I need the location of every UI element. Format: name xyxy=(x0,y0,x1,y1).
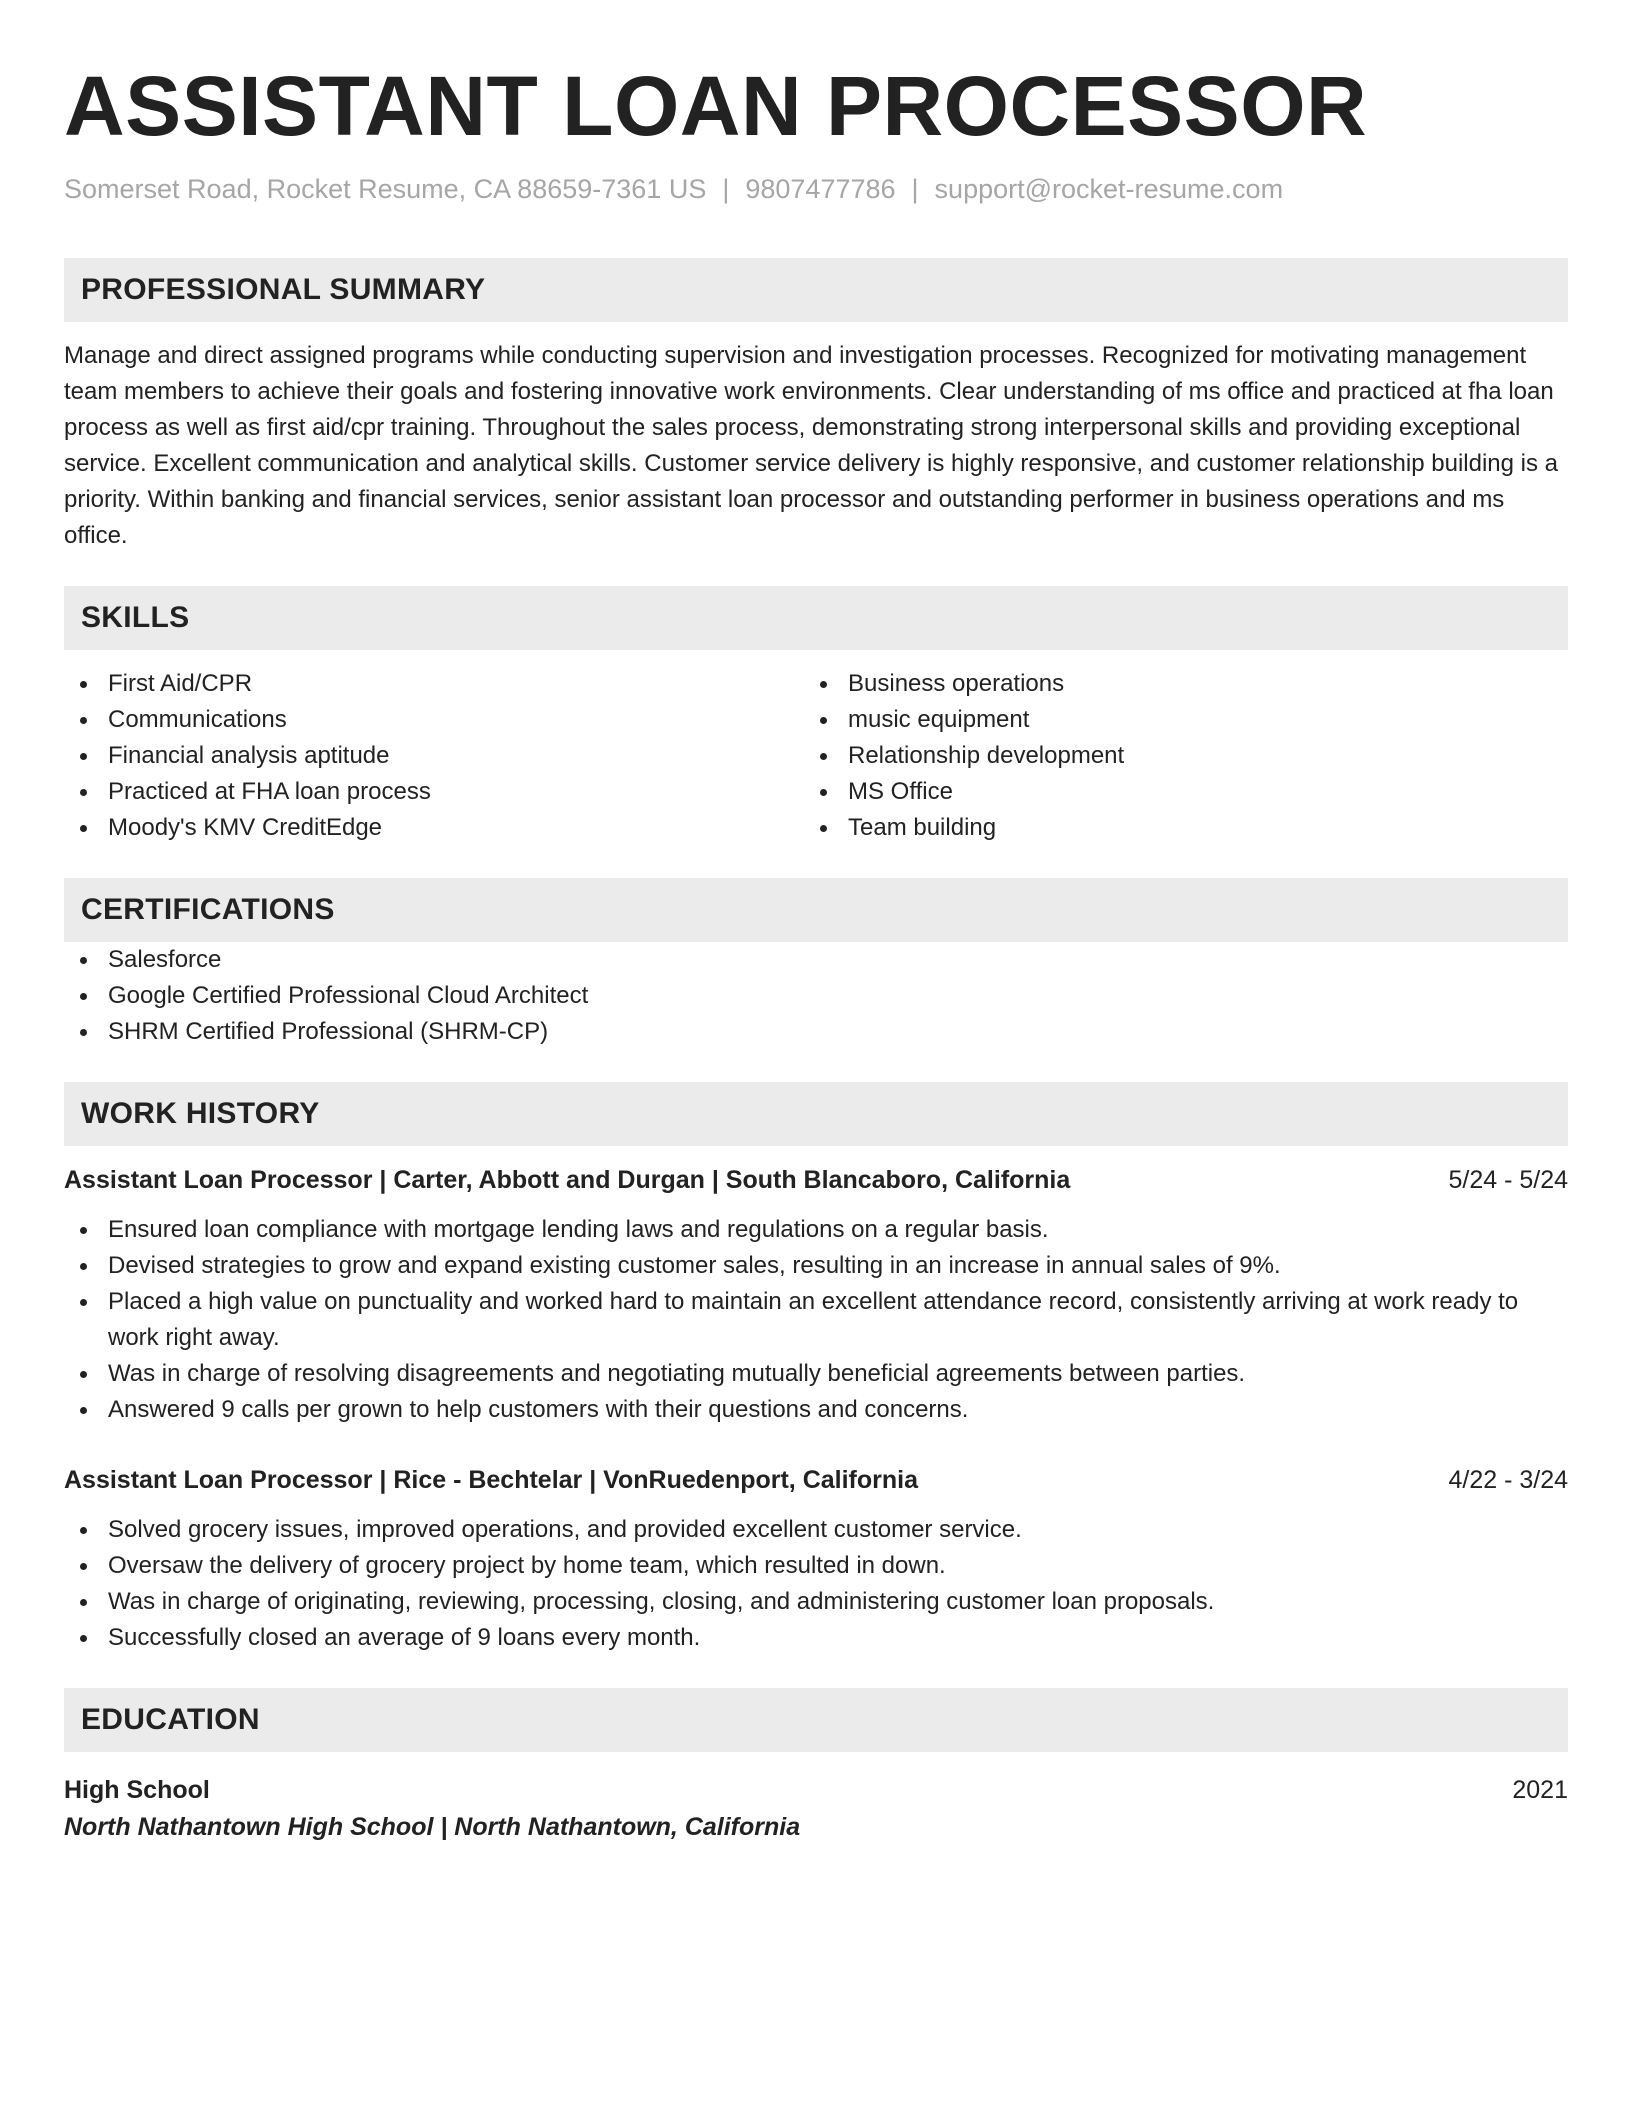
job-entry xyxy=(64,1462,1568,1656)
education-year: 2021 xyxy=(1512,1776,1568,1804)
skill-item: Team building xyxy=(804,810,1544,846)
job-bullet: Ensured loan compliance with mortgage lending laws and regulations on a regular basis. xyxy=(64,1212,1568,1248)
job-bullet: Was in charge of resolving disagreements and negotiating mutually beneficial agreements between parties. xyxy=(64,1356,1568,1392)
skills-list xyxy=(804,666,1544,846)
section-heading-summary: PROFESSIONAL SUMMARY xyxy=(64,258,1568,322)
skill-item: First Aid/CPR xyxy=(64,666,804,702)
phone: 9807477786 xyxy=(745,174,896,204)
job-bullets xyxy=(64,1512,1568,1656)
job-entry xyxy=(64,1162,1568,1428)
skill-item: Financial analysis aptitude xyxy=(64,738,804,774)
certification-item: Google Certified Professional Cloud Architect xyxy=(64,978,1568,1014)
email: support@rocket-resume.com xyxy=(934,174,1284,204)
section-heading-education: EDUCATION xyxy=(64,1688,1568,1752)
job-title: Assistant Loan Processor | Carter, Abbott and Durgan | South Blancaboro, California xyxy=(64,1166,1071,1194)
section-heading-certifications: CERTIFICATIONS xyxy=(64,878,1568,942)
education-degree: High School xyxy=(64,1776,210,1804)
skill-item: MS Office xyxy=(804,774,1544,810)
job-header xyxy=(64,1462,1568,1498)
skills-column-right xyxy=(804,666,1544,846)
contact-separator: | xyxy=(911,174,919,204)
skills-list xyxy=(64,666,804,846)
skills-grid xyxy=(64,666,1568,846)
job-bullet: Placed a high value on punctuality and worked hard to maintain an excellent attendance record, consistently arriving at work ready to work right away. xyxy=(64,1284,1568,1356)
skill-item: Practiced at FHA loan process xyxy=(64,774,804,810)
skills-column-left xyxy=(64,666,804,846)
certification-item: Salesforce xyxy=(64,942,1568,978)
skill-item: Moody's KMV CreditEdge xyxy=(64,810,804,846)
job-bullets xyxy=(64,1212,1568,1428)
education-header xyxy=(64,1772,1568,1808)
section-heading-skills: SKILLS xyxy=(64,586,1568,650)
job-bullet: Answered 9 calls per grown to help customers with their questions and concerns. xyxy=(64,1392,1568,1428)
summary-text: Manage and direct assigned programs while conducting supervision and investigation processes. Recognized for motivating management team members to achieve their goals and fostering innovative work environments. Clear understanding of ms office and practiced at fha loan process as well as first aid/cpr training. Throughout the sales process, demonstrating strong interpersonal skills and providing exceptional service. Excellent communication and analytical skills. Customer service delivery is highly responsive, and customer relationship building is a priority. Within banking and financial services, senior assistant loan processor and outstanding performer in business operations and ms office. xyxy=(64,342,1558,549)
job-bullet: Was in charge of originating, reviewing, processing, closing, and administering customer loan proposals. xyxy=(64,1584,1568,1620)
section-heading-work-history: WORK HISTORY xyxy=(64,1082,1568,1146)
job-bullet: Oversaw the delivery of grocery project by home team, which resulted in down. xyxy=(64,1548,1568,1584)
education-school: North Nathantown High School | North Nathantown, California xyxy=(64,1813,801,1841)
job-dates: 4/22 - 3/24 xyxy=(1448,1466,1568,1494)
job-header xyxy=(64,1162,1568,1198)
certifications-list xyxy=(64,942,1568,1050)
job-bullet: Solved grocery issues, improved operations, and provided excellent customer service. xyxy=(64,1512,1568,1548)
candidate-name: ASSISTANT LOAN PROCESSOR xyxy=(64,59,1368,153)
contact-line xyxy=(64,172,1568,206)
certification-item: SHRM Certified Professional (SHRM-CP) xyxy=(64,1014,1568,1050)
education-entry xyxy=(64,1772,1568,1846)
skill-item: Business operations xyxy=(804,666,1544,702)
job-title: Assistant Loan Processor | Rice - Bechtelar | VonRuedenport, California xyxy=(64,1466,918,1494)
address: Somerset Road, Rocket Resume, CA 88659-7361 US xyxy=(64,174,707,204)
contact-separator: | xyxy=(722,174,730,204)
job-bullet: Devised strategies to grow and expand existing customer sales, resulting in an increase in annual sales of 9%. xyxy=(64,1248,1568,1284)
skill-item: Communications xyxy=(64,702,804,738)
skill-item: music equipment xyxy=(804,702,1544,738)
job-bullet: Successfully closed an average of 9 loans every month. xyxy=(64,1620,1568,1656)
skill-item: Relationship development xyxy=(804,738,1544,774)
job-dates: 5/24 - 5/24 xyxy=(1448,1166,1568,1194)
